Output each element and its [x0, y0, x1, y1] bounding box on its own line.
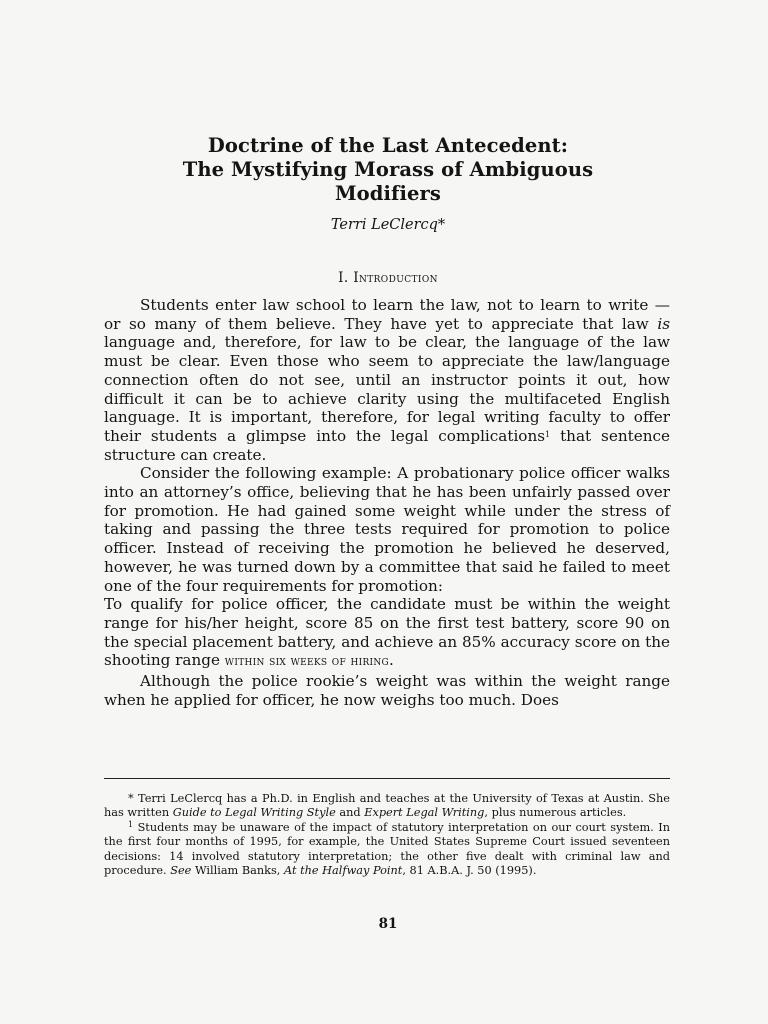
footnote-2	[104, 821, 670, 879]
footnotes	[104, 792, 670, 878]
paragraph-3: Although the police rookie’s weight was within the weight range when he applied for officer, he now weighs too much. Does	[104, 672, 670, 709]
paragraph-2: Consider the following example: A probationary police officer walks into an attorney’s office, believing that he has been unfairly passed over for promotion. He had gained some weight while under the stress of taking and passing the three tests required for promotion to police officer. Instead of receiving the promotion he believed he deserved, however, he was turned down by a committee that said he failed to meet one of the four requirements for promotion:	[104, 464, 670, 595]
footnote-ref-1[interactable]: 1	[545, 429, 551, 439]
footnote-divider	[104, 778, 670, 779]
article-title	[104, 134, 672, 206]
paragraph-1-text-c: that sentence structure can create.	[104, 426, 670, 464]
title-line-2: The Mystifying Morass of Ambiguous	[182, 158, 594, 181]
footnote-2-text-a: Students may be unaware of the impact of statutory interpretation on our court system. In the first four months of 1995, for example, the United States Supreme Court issued seventeen decisions: 14 involved statutory interpretation; the other five dealt with criminal law and procedure.	[104, 820, 670, 878]
paragraph-1-text-a: Students enter law school to learn the law, not to learn to write — or so many of them believe. They have yet to appreciate that law	[104, 296, 670, 333]
footnote-2-text-c: , 81 A.B.A. J. 50 (1995).	[402, 864, 537, 878]
block-quote-end: .	[389, 651, 394, 670]
title-line-3: Modifiers	[335, 182, 441, 205]
paragraph-1-text-b: language and, therefore, for law to be clear, the language of the law must be clear. Even those who seem to appreciate the law/language connection often do not see, until an instructor points it out, how difficult it can be to achieve clarity using the multifaceted English language. It is important, therefore, for legal writing faculty to offer their students a glimpse into the legal complications	[104, 333, 670, 445]
section-heading: I. Introduction	[338, 270, 438, 286]
footnote-1	[104, 792, 670, 821]
page-number: 81	[378, 916, 398, 932]
block-quote	[104, 595, 670, 672]
title-line-1: Doctrine of the Last Antecedent:	[207, 134, 569, 157]
footnote-1-text-b: , plus numerous articles.	[484, 806, 627, 820]
footnote-1-mark: *	[128, 792, 134, 805]
footnote-2-text-b: William Banks,	[191, 864, 284, 878]
paragraph-1-emphasis: is	[657, 314, 670, 333]
block-quote-text: To qualify for police officer, the candidate must be within the weight range for his/her height, score 85 on the first test battery, score 90 on the special placement battery, and achieve an 85% accuracy score on the shooting range	[104, 595, 670, 670]
paragraph-1	[104, 296, 670, 464]
footnote-1-and: and	[335, 806, 365, 820]
footnote-2-article: At the Halfway Point	[284, 864, 403, 878]
author-name: Terri LeClercq*	[330, 217, 446, 233]
footnote-1-text-a: Terri LeClercq has a Ph.D. in English and teaches at the University of Texas at Austin. She has written	[104, 792, 670, 820]
footnote-2-mark: 1	[128, 819, 134, 829]
footnote-1-book-2: Expert Legal Writing	[364, 806, 485, 820]
block-quote-emphasis: within six weeks of hiring	[224, 654, 390, 670]
body-text	[104, 296, 670, 709]
footnote-1-book-1: Guide to Legal Writing Style	[172, 806, 336, 820]
footnote-2-see: See	[170, 864, 192, 878]
